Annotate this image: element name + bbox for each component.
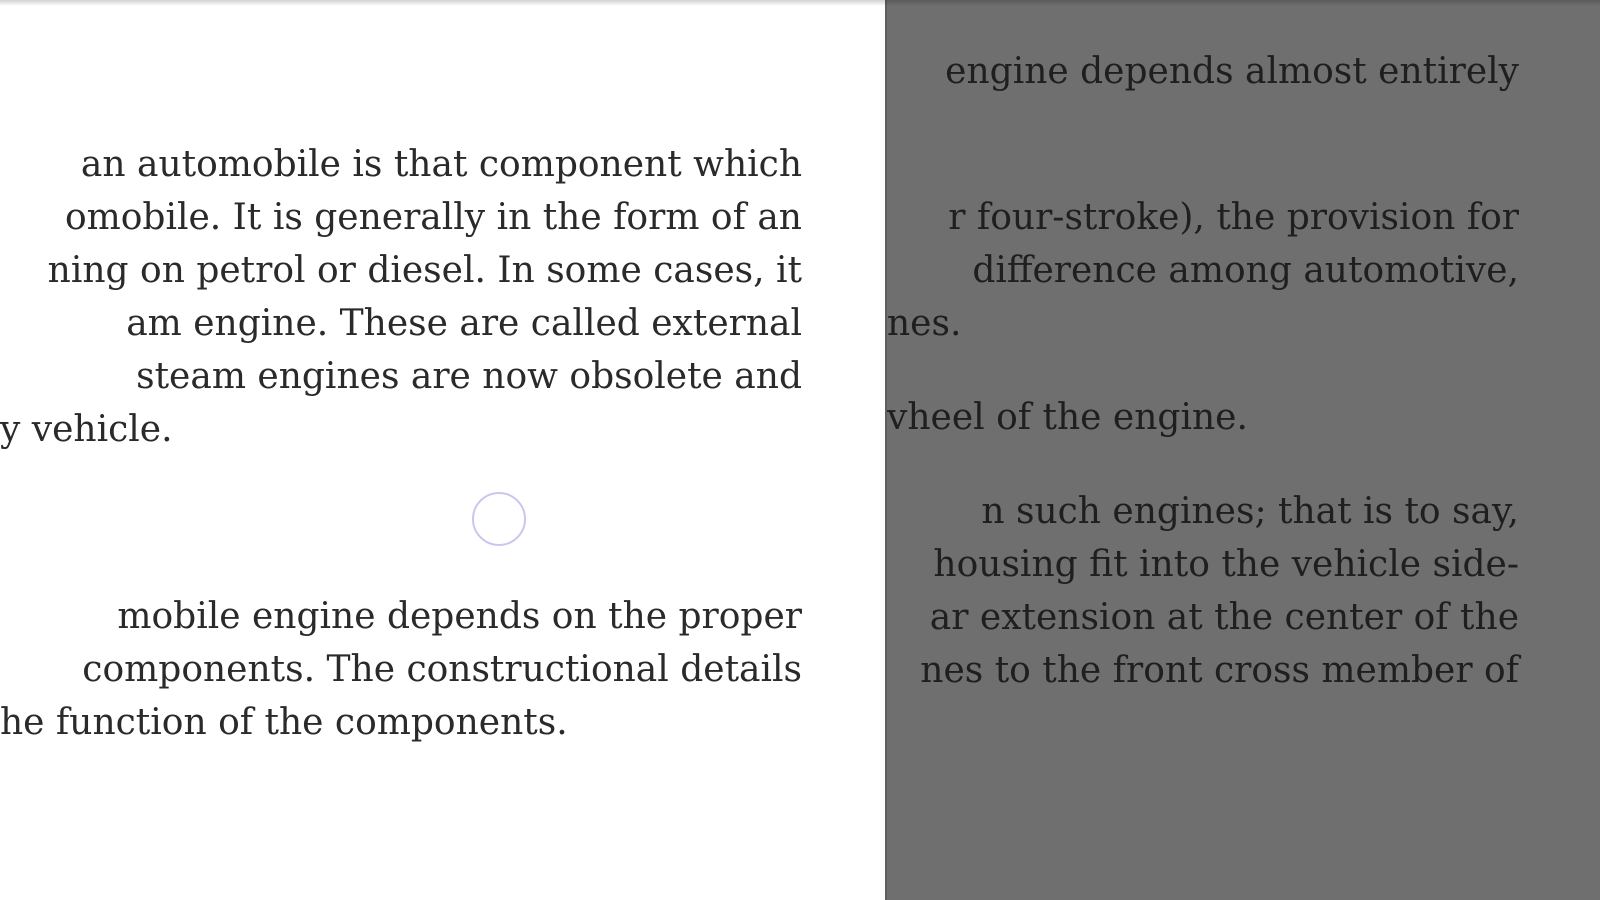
text-line: housing fit into the vehicle side-	[933, 544, 1519, 585]
text-line: r four-stroke), the provision for	[948, 197, 1519, 238]
text-line: engine depends almost entirely	[945, 51, 1519, 92]
text-line: omobile. It is generally in the form of an	[64, 197, 802, 238]
text-line: ning on petrol or diesel. In some cases, it	[47, 250, 802, 291]
text-line: am engine. These are called external	[126, 303, 802, 344]
text-line: nes.	[887, 303, 962, 344]
text-line: nes to the front cross member of	[920, 650, 1519, 691]
text-line: ar extension at the center of the	[929, 597, 1519, 638]
text-line: n such engines; that is to say,	[981, 491, 1519, 532]
next-page-dimmed[interactable]	[885, 0, 1600, 900]
next-page-text	[887, 0, 1519, 900]
text-line: y vehicle.	[0, 409, 173, 450]
text-line: components. The constructional details	[82, 649, 802, 690]
text-line: difference among automotive,	[972, 250, 1519, 291]
text-line: he function of the components.	[0, 702, 568, 743]
text-line: an automobile is that component which	[80, 144, 802, 185]
text-line: mobile engine depends on the proper	[117, 596, 802, 637]
text-line: steam engines are now obsolete and	[136, 356, 802, 397]
top-edge-shadow	[0, 0, 1600, 6]
loading-spinner-icon	[472, 492, 526, 546]
text-line: vheel of the engine.	[887, 397, 1248, 438]
